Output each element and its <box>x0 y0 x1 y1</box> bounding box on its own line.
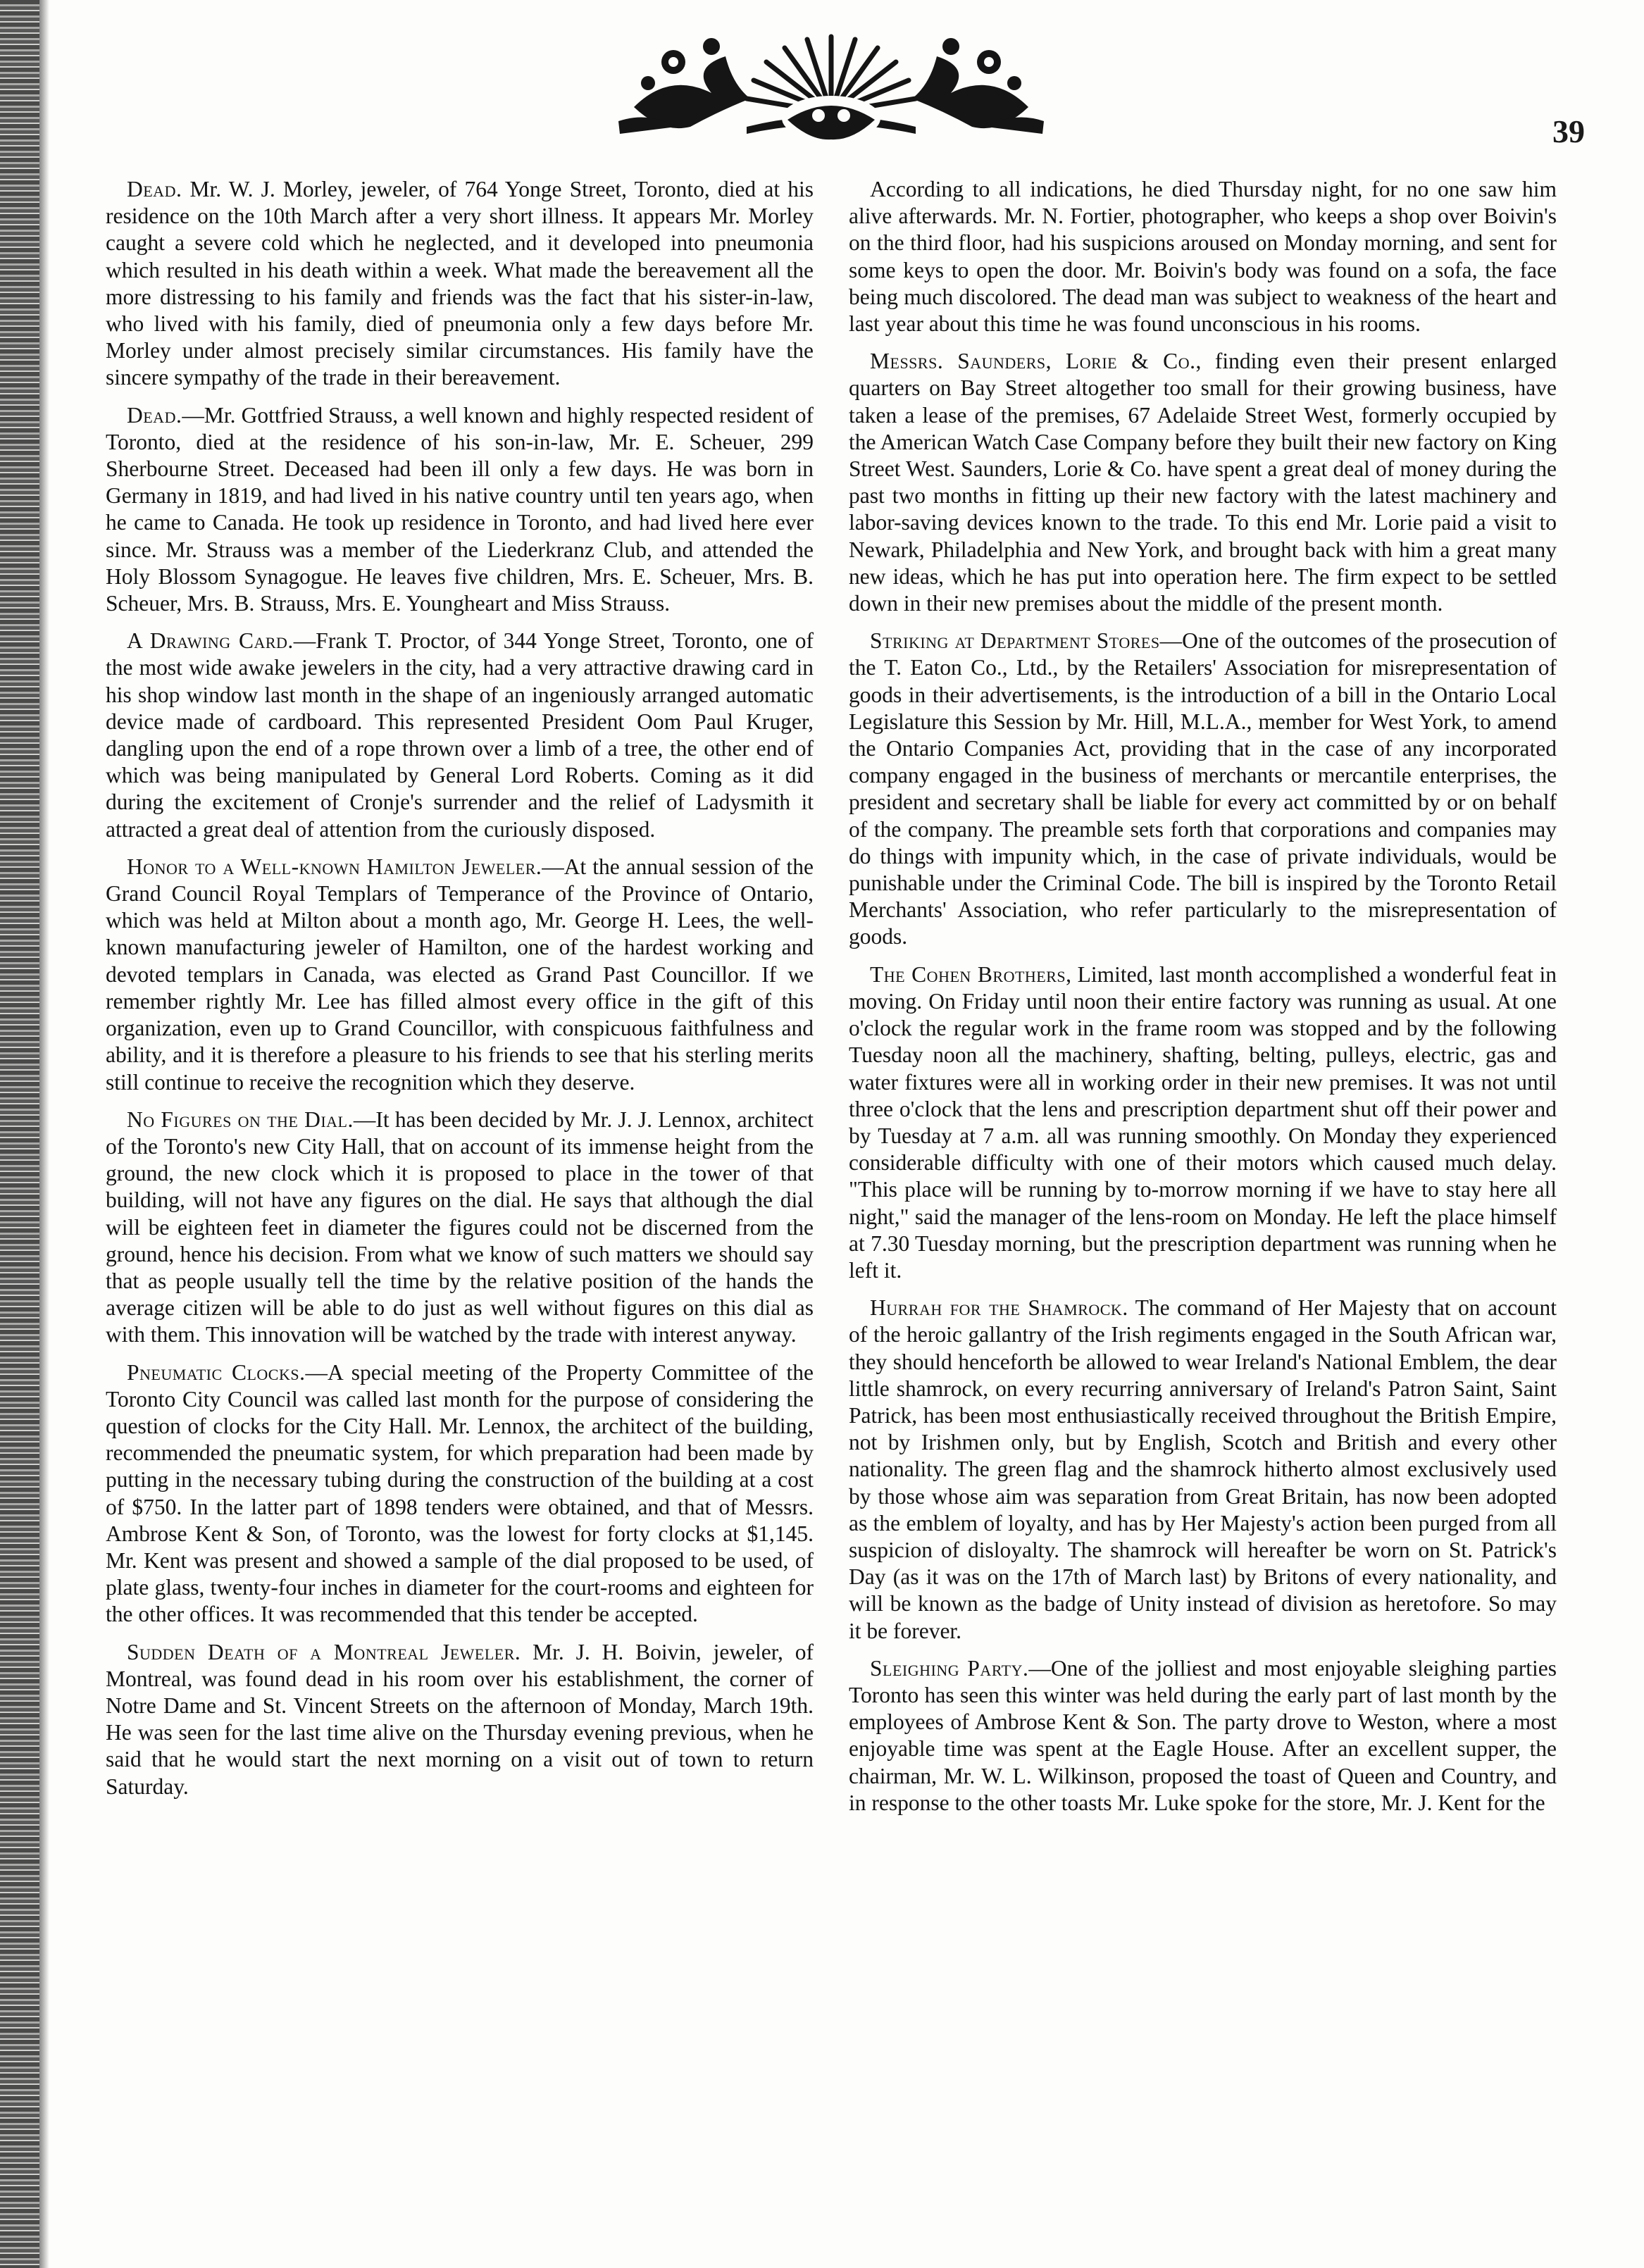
article-body: —Mr. Gottfried Strauss, a well known and highly respected resident of Toronto, died at the residence of his son-in-law, Mr. E. Scheuer, 299 Sherbourne Street. Deceased had been ill only a few days. He was born in Germany in 1819, and had lived in his native country until ten years ago, when he came to Canada. He took up residence in Toronto, and had lived here ever since. Mr. Strauss was a member of the Liederkranz Club, and attended the Holy Blossom Synagogue. He leaves five children, Mrs. E. Scheuer, Mrs. B. Scheuer, Mrs. B. Strauss, Mrs. E. Youngheart and Miss Strauss. <box>106 402 814 616</box>
article-lead: Sleighing Party. <box>870 1655 1029 1681</box>
sun-and-foliage-ornament <box>606 28 1057 148</box>
article-body: —One of the outcomes of the prosecution of the T. Eaton Co., Ltd., by the Retailers' Association for misrepresentation of goods in their advertisements, is the introduction of a bill in the Ontario Local Legislature this Session by Mr. Hill, M.L.A., member for West York, to amend the Ontario Companies Act, providing that in the case of any incorporated company engaged in the business of merchants or mercantile enterprises, the president and secretary shall be liable for every act committed by or on behalf of the company. The preamble sets forth that corporations and companies may do things with impunity which, in the case of private individuals, would be punishable under the Criminal Code. The bill is inspired by the Toronto Retail Merchants' Association, who refer particularly to the misrepresentation of goods. <box>849 628 1557 949</box>
article-sleighing-party <box>849 1655 1557 1817</box>
article-montreal-jeweler-continued <box>849 176 1557 337</box>
article-lead: Honor to a Well-known Hamilton Jeweler. <box>127 854 542 879</box>
article-body: —A special meeting of the Property Committee of the Toronto City Council was called last month for the purpose of considering the question of clocks for the City Hall. Mr. Lennox, the architect of the building, recommended the pneumatic system, for which preparation had been made by putting in the necessary tubing during the construction of the building at a cost of $750. In the latter part of 1898 tenders were obtained, and that of Messrs. Ambrose Kent & Son, of Toronto, was the lowest for forty clocks at $1,145. Mr. Kent was present and showed a sample of the dial proposed to be used, of plate glass, twenty-four inches in diameter for the court-rooms and eighteen for the other offices. It was recommended that this tender be accepted. <box>106 1359 814 1627</box>
article-lead: Hurrah for the Shamrock. <box>870 1295 1128 1321</box>
article-lead: Messrs. Saunders, Lorie & Co. <box>870 349 1196 374</box>
page-binding-edge <box>0 0 39 2268</box>
article-lead: The Cohen Brothers <box>870 961 1066 987</box>
page-number: 39 <box>1552 113 1585 149</box>
article-pneumatic-clocks <box>106 1359 814 1628</box>
binding-shadow <box>39 0 49 2268</box>
article-body: —At the annual session of the Grand Council Royal Templars of Temperance of the Province of Ontario, which was held at Milton about a month ago, Mr. George H. Lees, the well-known manufacturing jeweler of Hamilton, one of the hardest working and devoted templars in Canada, was elected as Grand Past Councillor. If we remember rightly Mr. Lee has filled almost every office in the gift of this organization, even up to Grand Councillor, with conspicuous faithfulness and ability, and it is therefore a pleasure to his friends to see that his sterling merits still continue to receive the recognition which they deserve. <box>106 854 814 1095</box>
article-body: Mr. W. J. Morley, jeweler, of 764 Yonge Street, Toronto, died at his residence on the 10th March after a very short illness. It appears Mr. Morley caught a severe cold which he neglected, and it developed into pneumonia which resulted in his death within a week. What made the bereavement all the more distressing to his family and friends was the fact that his sister-in-law, who lived with his family, died of pneumonia only a few days before Mr. Morley under almost precisely similar circumstances. His family have the sincere sympathy of the trade in their bereavement. <box>106 177 814 390</box>
article-morley-death <box>106 176 814 392</box>
article-shamrock <box>849 1295 1557 1645</box>
article-body: Mr. J. H. Boivin, jeweler, of Montreal, was found dead in his room over his establishment, the corner of Notre Dame and St. Vincent Streets on the afternoon of Monday, March 19th. He was seen for the last time alive on the Thursday evening previous, when he said that he would start the next morning on a visit out of town to return Saturday. <box>106 1639 814 1799</box>
article-no-figures-dial <box>106 1107 814 1349</box>
article-strauss-death <box>106 402 814 618</box>
article-body: , finding even their present enlarged quarters on Bay Street altogether too small for their growing business, have taken a lease of the premises, 67 Adelaide Street West, formerly occupied by the American Watch Case Company before they built their new factory on King Street West. Saunders, Lorie & Co. have spent a great deal of money during the past two months in fitting up their new factory with the latest machinery and labor-saving devices known to the trade. To this end Mr. Lorie paid a visit to Newark, Philadelphia and New York, and brought back with him a great many new ideas, which he has put into operation here. The firm expect to be settled down in their new premises about the middle of the present month. <box>849 349 1557 616</box>
article-saunders-lorie <box>849 348 1557 617</box>
article-lead: No Figures on the Dial. <box>127 1107 354 1132</box>
article-lead: Striking at Department Stores <box>870 628 1160 654</box>
article-body: —One of the jolliest and most enjoyable sleighing parties Toronto has seen this winter was held during the early part of last month by the employees of Ambrose Kent & Son. The party drove to Weston, where a most enjoyable time was spent at the Eagle House. After an excellent supper, the chairman, Mr. W. L. Wilkinson, proposed the toast of Queen and Country, and in response to the other toasts Mr. Luke spoke for the store, Mr. J. Kent for the <box>849 1655 1557 1815</box>
article-lead: Dead. <box>127 402 182 428</box>
article-body: According to all indications, he died Thursday night, for no one saw him alive afterwards. Mr. N. Fortier, photographer, who keeps a shop over Boivin's on the third floor, had his suspicions aroused on Monday morning, and sent for some keys to open the door. Mr. Boivin's body was found on a sofa, the face being much discolored. The dead man was subject to weakness of the heart and last year about this time he was found unconscious in his rooms. <box>849 177 1557 337</box>
article-cohen-brothers <box>849 961 1557 1284</box>
article-drawing-card <box>106 628 814 843</box>
article-body: , Limited, last month accomplished a wonderful feat in moving. On Friday until noon their entire factory was running as usual. At one o'clock the regular work in the frame room was stopped and by the following Tuesday noon all the machinery, shafting, belting, pulleys, electric, gas and water fixtures were all in working order in their new premises. It was not until three o'clock that the lens and prescription department shut off their power and by Tuesday at 7 a.m. all was running smoothly. On Monday they experienced considerable difficulty with one of their motors which caused much delay. "This place will be running by to-morrow morning if we have to stay here all night," said the manager of the lens-room on Monday. He left the place himself at 7.30 Tuesday morning, but the prescription department was running when he left it. <box>849 961 1557 1283</box>
article-lead: Sudden Death of a Montreal Jeweler. <box>127 1639 521 1664</box>
article-lead: Pneumatic Clocks. <box>127 1359 306 1385</box>
left-column <box>106 176 814 1811</box>
right-column <box>849 176 1557 1827</box>
article-body: —Frank T. Proctor, of 344 Yonge Street, Toronto, one of the most wide awake jewelers in the city, had a very attractive drawing card in his shop window last month in the shape of an ingeniously arranged automatic device made of cardboard. This represented President Oom Paul Kruger, dangling upon the end of a rope thrown over a limb of a tree, the other end of which was being manipulated by General Lord Roberts. Coming as it did during the excitement of Cronje's surrender and the relief of Ladysmith it attracted a great deal of attention from the curiously disposed. <box>106 628 814 842</box>
article-hamilton-jeweler <box>106 854 814 1096</box>
article-lead: A Drawing Card. <box>127 628 294 654</box>
article-department-stores <box>849 628 1557 950</box>
article-montreal-jeweler <box>106 1639 814 1800</box>
article-lead: Dead. <box>127 177 182 201</box>
article-body: —It has been decided by Mr. J. J. Lennox, architect of the Toronto's new City Hall, that on account of its immense height from the ground, the new clock which it is proposed to place in the tower of that building, will not have any figures on the dial. He says that although the dial will be eighteen feet in diameter the figures could not be discerned from the ground, hence his decision. From what we know of such matters we should say that as people usually tell the time by the relative position of the hands the average citizen will be able to do just as well without figures on this dial as with them. This innovation will be watched by the trade with interest anyway. <box>106 1107 814 1347</box>
article-body: The command of Her Majesty that on account of the heroic gallantry of the Irish regiments engaged in the South African war, they should henceforth be allowed to wear Ireland's National Emblem, the dear little shamrock, on every recurring anniversary of Ireland's Patron Saint, Saint Patrick, has been most enthusiastically received throughout the British Empire, not by Irishmen only, but by English, Scotch and British and every other nationality. The green flag and the shamrock hitherto almost exclusively used by those whose aim was separation from Great Britain, has now been adopted as the emblem of loyalty, and has by Her Majesty's action been purged from all suspicion of disloyalty. The shamrock will hereafter be worn on St. Patrick's Day (as it was on the 17th of March last) by Britons of every nationality, and will be known as the badge of Unity instead of division as heretofore. So may it be forever. <box>849 1295 1557 1643</box>
